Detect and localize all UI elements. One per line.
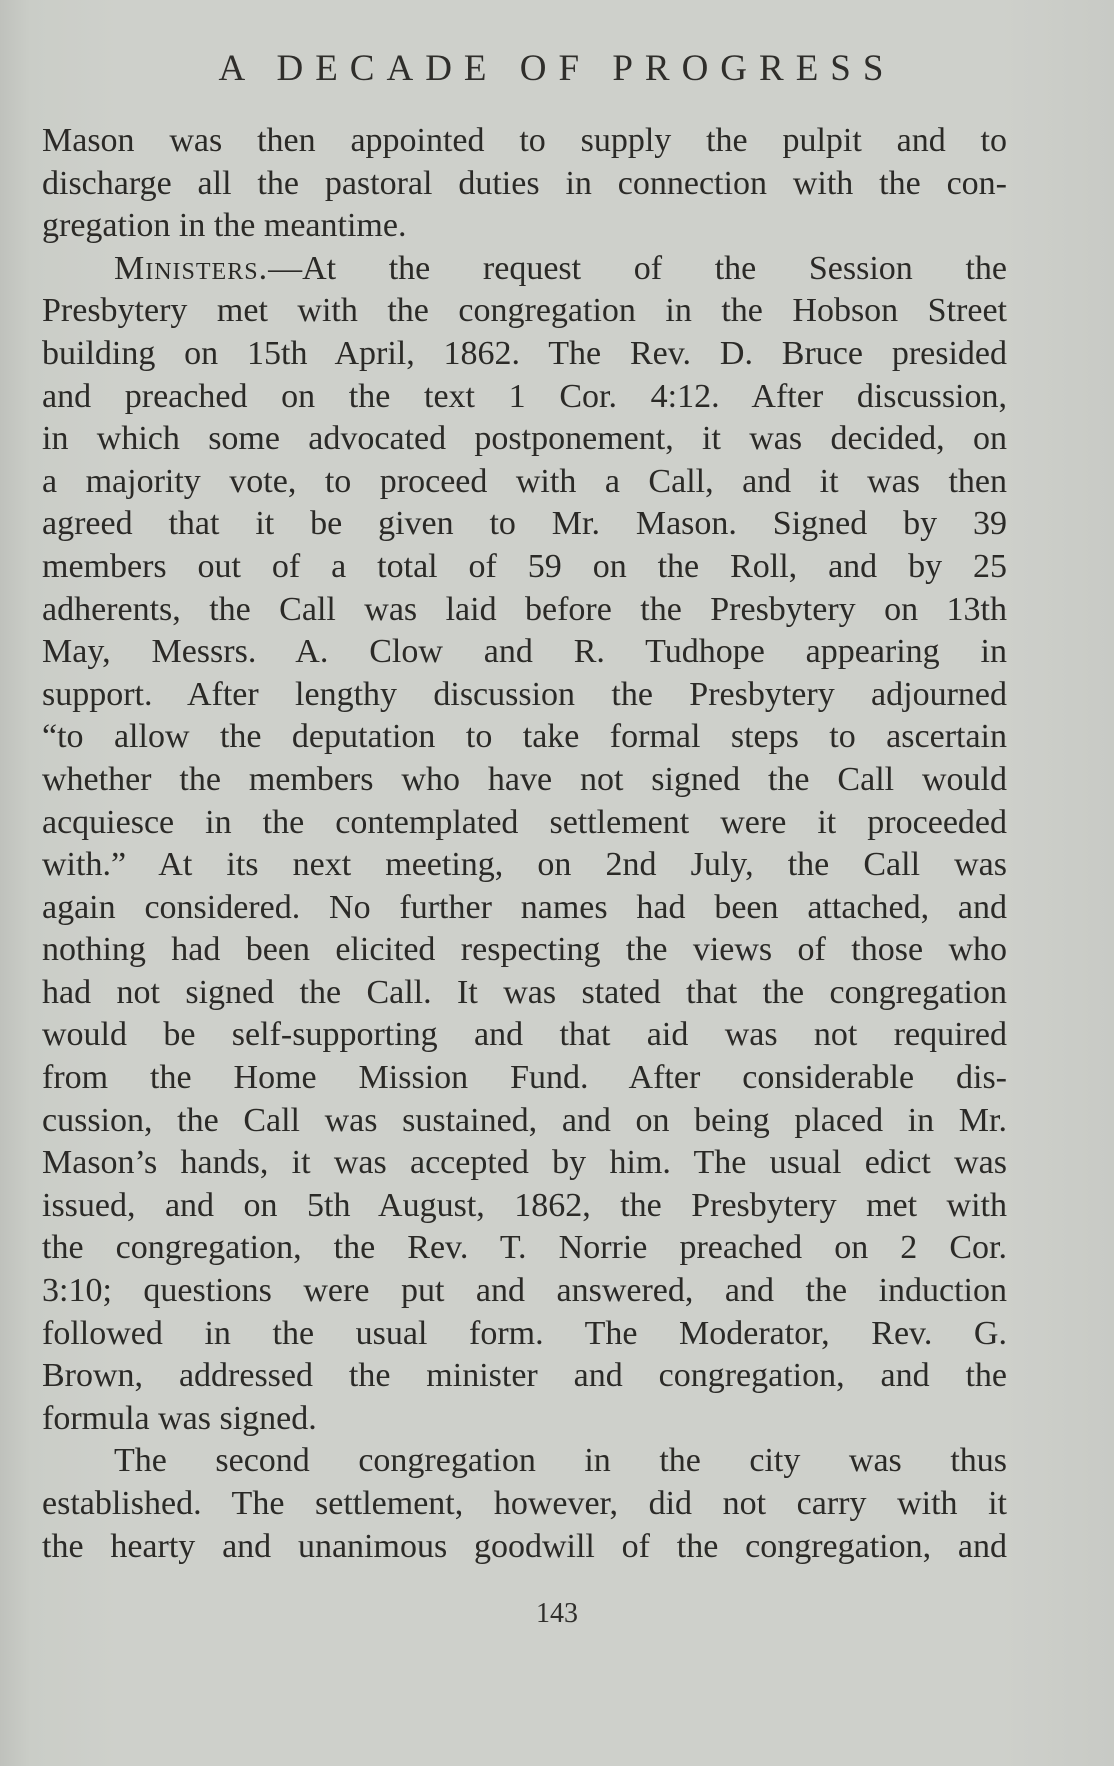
section-heading: Ministers. xyxy=(114,249,269,287)
page-number: 143 xyxy=(536,1598,578,1629)
text-line: The second congregation in the city was thus xyxy=(114,1442,1007,1480)
text-line-with-heading xyxy=(42,248,1007,291)
text-line: in which some advocated postponement, it was decided, on xyxy=(42,420,1007,458)
text-line: nothing had been elicited respecting the views of those who xyxy=(42,931,1007,969)
text-line: again considered. No further names had been attached, and xyxy=(42,888,1007,926)
text-line: May, Messrs. A. Clow and R. Tudhope appearing in xyxy=(42,633,1007,671)
text-line: agreed that it be given to Mr. Mason. Signed by 39 xyxy=(42,505,1007,543)
text-line: a majority vote, to proceed with a Call, and it was then xyxy=(42,462,1007,500)
text-line: Brown, addressed the minister and congregation, and the xyxy=(42,1357,1007,1395)
text-line: had not signed the Call. It was stated that the congregation xyxy=(42,973,1007,1011)
text-line: adherents, the Call was laid before the Presbytery on 13th xyxy=(42,590,1007,628)
text-line: Presbytery met with the congregation in the Hobson Street xyxy=(42,292,1007,330)
text-line: Mason was then appointed to supply the pulpit and to xyxy=(42,122,1007,159)
text-line: the congregation, the Rev. T. Norrie preached on 2 Cor. xyxy=(42,1229,1007,1267)
text-line: followed in the usual form. The Moderator, Rev. G. xyxy=(42,1314,1007,1352)
text-line: whether the members who have not signed the Call would xyxy=(42,760,1007,798)
text-line: Mason’s hands, it was accepted by him. The usual edict was xyxy=(42,1144,1007,1182)
text-line: members out of a total of 59 on the Roll, and by 25 xyxy=(42,547,1007,585)
text-line: cussion, the Call was sustained, and on being placed in Mr. xyxy=(42,1101,1007,1139)
text-line: “to allow the deputation to take formal steps to ascertain xyxy=(42,718,1007,756)
text-line: discharge all the pastoral duties in connection with the con- xyxy=(42,164,1007,202)
text-line: and preached on the text 1 Cor. 4:12. After discussion, xyxy=(42,377,1007,415)
text-line: formula was signed. xyxy=(42,1399,317,1437)
text-line: with.” At its next meeting, on 2nd July, the Call was xyxy=(42,846,1007,884)
text-line: from the Home Mission Fund. After considerable dis- xyxy=(42,1059,1007,1097)
text-line-rest: —At the request of the Session the xyxy=(268,249,1007,287)
text-line: the hearty and unanimous goodwill of the congregation, and xyxy=(42,1527,1007,1565)
text-line: building on 15th April, 1862. The Rev. D. Bruce presided xyxy=(42,334,1007,372)
text-line: established. The settlement, however, did not carry with it xyxy=(42,1485,1007,1522)
text-line: gregation in the meantime. xyxy=(42,207,407,245)
text-line: support. After lengthy discussion the Presbytery adjourned xyxy=(42,675,1007,713)
running-head: A DECADE OF PROGRESS xyxy=(218,48,896,89)
body-text xyxy=(42,120,1007,1568)
text-line: acquiesce in the contemplated settlement were it proceeded xyxy=(42,803,1007,841)
text-line: issued, and on 5th August, 1862, the Presbytery met with xyxy=(42,1186,1007,1224)
text-line: 3:10; questions were put and answered, and the induction xyxy=(42,1272,1007,1310)
text-line: would be self-supporting and that aid was not required xyxy=(42,1016,1007,1054)
